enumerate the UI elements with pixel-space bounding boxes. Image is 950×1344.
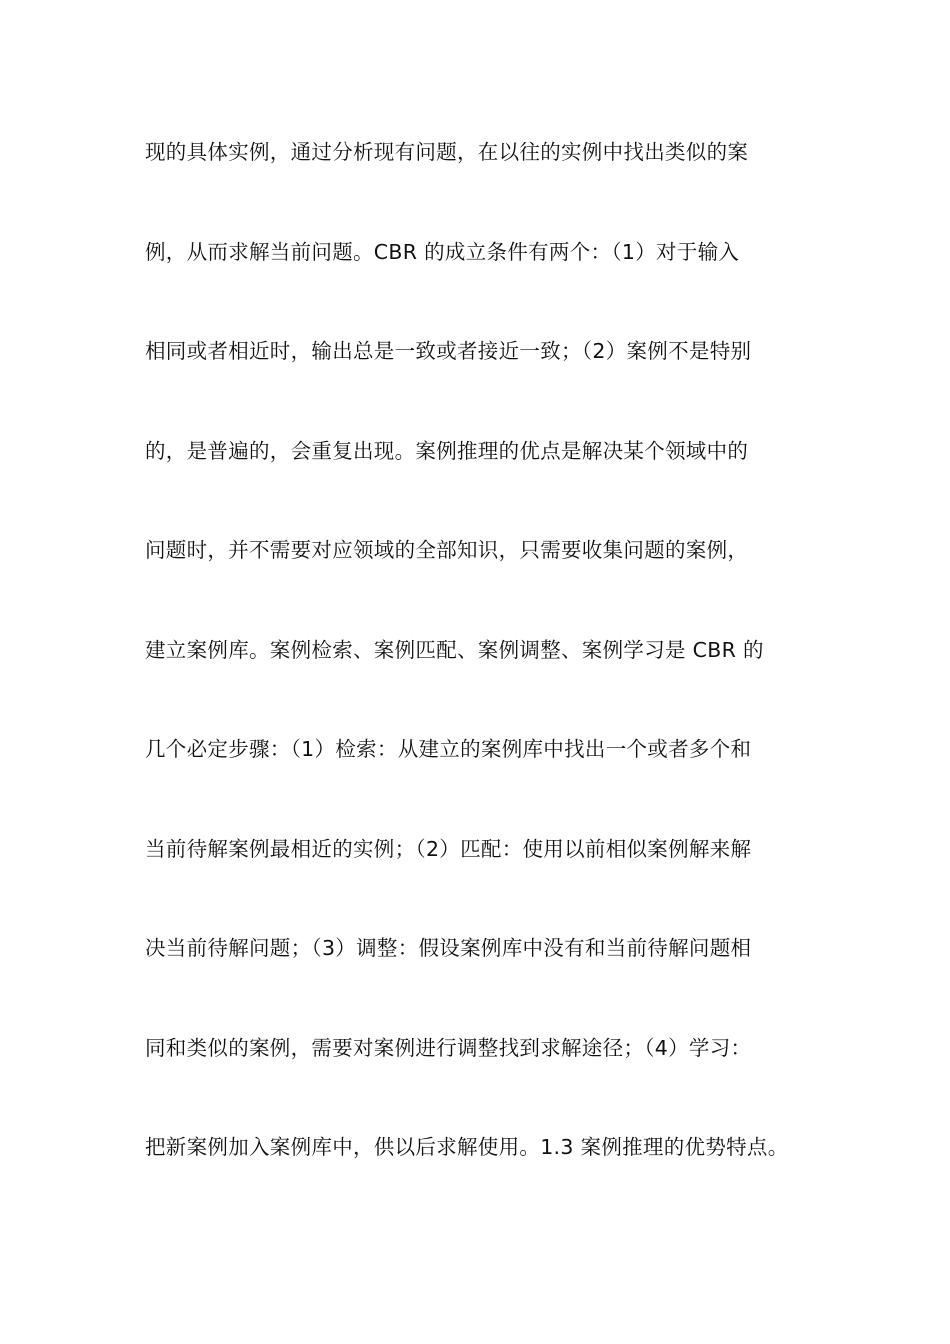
text-line-7: 几个必定步骤：（1）检索：从建立的案例库中找出一个或者多个和 — [145, 737, 752, 761]
text-line-3: 相同或者相近时，输出总是一致或者接近一致；（2）案例不是特别 — [145, 339, 752, 363]
text-line-4: 的，是普遍的，会重复出现。案例推理的优点是解决某个领域中的 — [145, 438, 749, 463]
body-text — [145, 130, 835, 1225]
text-line-10: 同和类似的案例，需要对案例进行调整找到求解途径；（4）学习： — [145, 1035, 752, 1060]
text-line-9: 决当前待解问题；（3）调整：假设案例库中没有和当前待解问题相 — [145, 936, 752, 960]
text-line-8: 当前待解案例最相近的实例；（2）匹配：使用以前相似案例解来解 — [145, 836, 752, 861]
text-line-1: 现的具体实例，通过分析现有问题，在以往的实例中找出类似的案 — [145, 140, 749, 164]
text-line-5: 问题时，并不需要对应领域的全部知识，只需要收集问题的案例， — [145, 538, 749, 562]
text-line-2: 例，从而求解当前问题。CBR 的成立条件有两个：（1）对于输入 — [145, 239, 740, 264]
text-line-6: 建立案例库。案例检索、案例匹配、案例调整、案例学习是 CBR 的 — [145, 637, 764, 662]
text-line-11: 把新案例加入案例库中，供以后求解使用。1.3 案例推理的优势特点。 — [145, 1135, 789, 1159]
